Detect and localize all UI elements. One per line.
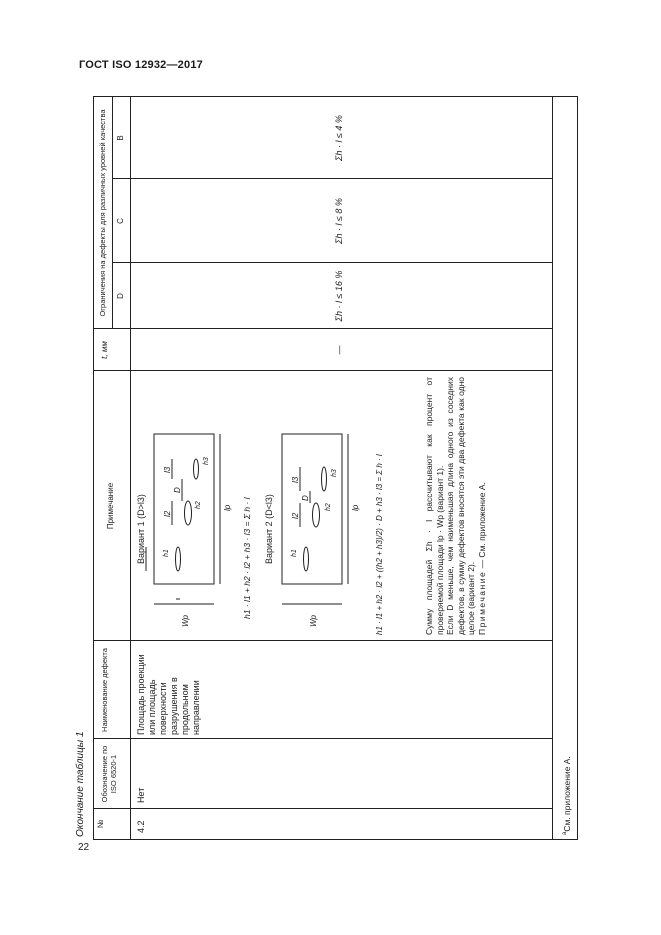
label-l2-2: l2: [291, 512, 300, 519]
label-l2-1: l2: [163, 510, 172, 517]
label-h1-1: h1: [163, 549, 170, 557]
variant2-label: Вариант 2 (D<l3): [264, 494, 274, 564]
note-label: Примечание: [476, 570, 487, 635]
header-level-c: C: [116, 218, 125, 224]
row-designation: Нет: [136, 787, 146, 803]
label-l3-2: l3: [291, 476, 300, 483]
label-lp-1: lp: [223, 504, 232, 511]
header-level-d: D: [116, 293, 125, 299]
header-designation: Обозначение по ISO 6520-1: [100, 745, 118, 803]
note-paragraph-2: Если D меньше, чем наименьшая длина одного из соседних дефектов, в сумму дефектов вносятся эти два дефекта как одно целое (вариант 2).: [445, 377, 476, 635]
note-explanation: [424, 377, 487, 635]
label-h2-2: h2: [325, 503, 332, 511]
header-note: Примечание: [106, 482, 115, 530]
row-thickness: —: [334, 345, 344, 355]
document-header: ГОСТ ISO 12932—2017: [79, 59, 203, 71]
col-divider: [94, 370, 552, 371]
label-d-2: D: [301, 495, 310, 501]
label-d-1: D: [173, 487, 182, 493]
label-h3-1: h3: [203, 457, 210, 465]
header-level-b: B: [116, 135, 125, 141]
row-limit-d: Σh · l ≤ 16 %: [334, 270, 344, 322]
variant2-plate: [282, 434, 348, 604]
row-limit-b: Σh · l ≤ 4 %: [334, 115, 344, 161]
label-h2-1: h2: [195, 501, 202, 509]
footnote-divider: [552, 97, 553, 839]
table-footnote: [560, 756, 572, 835]
col-divider: [94, 640, 552, 641]
header-divider: [130, 97, 131, 839]
row-limit-c: Σh · l ≤ 8 %: [334, 198, 344, 244]
row-divider: [112, 97, 113, 329]
defect-area-diagram: [132, 373, 422, 639]
formula-variant2: h1 · l1 + h2 · l2 + ((h2 + h3)/2) · D + h3 · l3 = Σ h · l: [375, 454, 384, 635]
label-lp-2: lp: [351, 504, 360, 511]
header-limits: Ограничения на дефекты для различных уровней качества: [98, 109, 107, 317]
label-h3-2: h3: [331, 469, 338, 477]
row-number: 4.2: [136, 820, 146, 833]
header-thickness: t, мм: [100, 341, 109, 359]
col-divider: [94, 738, 552, 739]
col-divider: [112, 262, 552, 263]
page-number: 22: [78, 842, 90, 853]
formula-variant1: h1 · l1 + h2 · l2 + h3 · l3 = Σ h · l: [242, 497, 252, 619]
footnote-mark: a: [562, 831, 568, 835]
header-no: №: [96, 819, 105, 829]
col-divider: [94, 808, 552, 809]
note-paragraph-1: Сумму площадей Σh · l рассчитывают как процент от проверяемой площади lp · Wp (вариант 1).: [424, 377, 445, 635]
footnote-text: См. приложение А.: [561, 756, 572, 832]
col-divider: [112, 178, 552, 179]
rotated-table-page: [75, 94, 578, 840]
defects-table: [93, 96, 578, 840]
row-defect-name: Площадь проекции или площадь поверхности разрушения в продольном направлении: [136, 654, 201, 735]
table-caption: Окончание таблицы 1: [75, 731, 86, 837]
header-defect-name: Наименование дефекта: [100, 648, 109, 732]
note-text: — См. приложение А.: [476, 482, 487, 571]
variant1-label: Вариант 1 (D>l3): [136, 494, 146, 564]
col-divider: [94, 328, 552, 329]
label-l3-1: l3: [163, 466, 172, 473]
note-paragraph-3: [477, 377, 488, 635]
label-h1-2: h1: [291, 549, 298, 557]
label-wp-2: Wp: [309, 615, 318, 627]
label-wp-1: Wp: [181, 615, 190, 627]
